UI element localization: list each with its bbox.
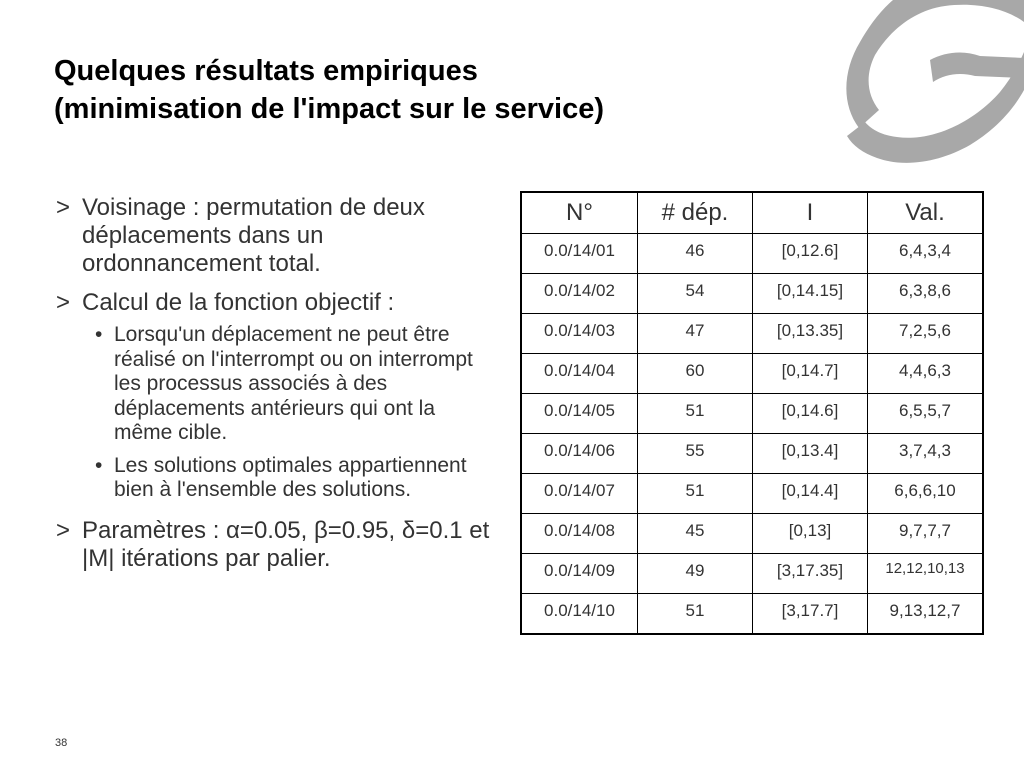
cell-numero: 0.0/14/06 — [521, 434, 638, 474]
bullet-marker: > — [56, 289, 71, 316]
cell-nb-deplacements: 51 — [638, 594, 753, 634]
cell-nb-deplacements: 51 — [638, 394, 753, 434]
cell-numero: 0.0/14/09 — [521, 554, 638, 594]
cell-valeur: 9,7,7,7 — [868, 514, 984, 554]
sub-bullet-text: Lorsqu'un déplacement ne peut être réalisé on l'interrompt ou on interrompt les processus associés à des déplacements antérieurs qui ont la même cible. — [114, 323, 473, 444]
cell-interval: [3,17.35] — [753, 554, 868, 594]
bullet-text: Calcul de la fonction objectif : — [82, 289, 395, 316]
cell-valeur: 6,6,6,10 — [868, 474, 984, 514]
title-line-1: Quelques résultats empiriques — [54, 55, 478, 87]
cell-nb-deplacements: 49 — [638, 554, 753, 594]
bullet-list — [56, 194, 496, 584]
table-header-row — [521, 192, 983, 234]
table-row — [521, 234, 983, 274]
bullet-marker: > — [56, 194, 71, 221]
bullet-parametres — [56, 517, 496, 573]
cell-numero: 0.0/14/04 — [521, 354, 638, 394]
cell-nb-deplacements: 47 — [638, 314, 753, 354]
sub-bullet-marker: • — [95, 323, 103, 346]
cell-valeur: 4,4,6,3 — [868, 354, 984, 394]
cell-nb-deplacements: 46 — [638, 234, 753, 274]
sub-bullet-interruption — [95, 323, 496, 446]
cell-interval: [0,14.6] — [753, 394, 868, 434]
table-row — [521, 474, 983, 514]
table-row — [521, 274, 983, 314]
cell-interval: [0,12.6] — [753, 234, 868, 274]
cell-nb-deplacements: 60 — [638, 354, 753, 394]
cell-nb-deplacements: 54 — [638, 274, 753, 314]
bullet-text: Paramètres : α=0.05, β=0.95, δ=0.1 et |M| itérations par palier. — [82, 516, 490, 572]
sub-bullet-text: Les solutions optimales appartiennent bien à l'ensemble des solutions. — [114, 453, 467, 501]
cell-interval: [3,17.7] — [753, 594, 868, 634]
cell-valeur: 3,7,4,3 — [868, 434, 984, 474]
globe-logo-icon — [835, 0, 1024, 170]
cell-valeur: 12,12,10,13 — [868, 554, 984, 594]
cell-interval: [0,13.35] — [753, 314, 868, 354]
table-row — [521, 394, 983, 434]
cell-valeur: 9,13,12,7 — [868, 594, 984, 634]
table-row — [521, 594, 983, 634]
cell-interval: [0,13.4] — [753, 434, 868, 474]
cell-numero: 0.0/14/08 — [521, 514, 638, 554]
table-row — [521, 434, 983, 474]
cell-nb-deplacements: 45 — [638, 514, 753, 554]
cell-numero: 0.0/14/02 — [521, 274, 638, 314]
table-body — [521, 234, 983, 634]
table-row — [521, 554, 983, 594]
cell-numero: 0.0/14/07 — [521, 474, 638, 514]
cell-interval: [0,14.15] — [753, 274, 868, 314]
page-number: 38 — [55, 737, 68, 749]
table-row — [521, 314, 983, 354]
cell-interval: [0,14.4] — [753, 474, 868, 514]
sub-bullet-solutions — [95, 454, 496, 503]
cell-valeur: 6,4,3,4 — [868, 234, 984, 274]
cell-numero: 0.0/14/05 — [521, 394, 638, 434]
cell-interval: [0,13] — [753, 514, 868, 554]
header-nb-deplacements: # dép. — [638, 192, 753, 234]
sub-bullet-marker: • — [95, 453, 103, 477]
cell-nb-deplacements: 55 — [638, 434, 753, 474]
title-line-2: (minimisation de l'impact sur le service) — [54, 93, 605, 125]
cell-numero: 0.0/14/10 — [521, 594, 638, 634]
header-valeur: Val. — [868, 192, 984, 234]
table-row — [521, 514, 983, 554]
bullet-marker: > — [56, 516, 71, 544]
cell-interval: [0,14.7] — [753, 354, 868, 394]
results-table — [520, 191, 984, 635]
cell-valeur: 7,2,5,6 — [868, 314, 984, 354]
cell-numero: 0.0/14/03 — [521, 314, 638, 354]
header-numero: N° — [521, 192, 638, 234]
cell-nb-deplacements: 51 — [638, 474, 753, 514]
header-interval: I — [753, 192, 868, 234]
bullet-text: Voisinage : permutation de deux déplacements dans un ordonnancement total. — [82, 194, 425, 277]
table-row — [521, 354, 983, 394]
bullet-voisinage — [56, 194, 496, 278]
cell-valeur: 6,5,5,7 — [868, 394, 984, 434]
cell-numero: 0.0/14/01 — [521, 234, 638, 274]
cell-valeur: 6,3,8,6 — [868, 274, 984, 314]
bullet-calcul — [56, 289, 496, 317]
slide-title — [54, 52, 604, 128]
